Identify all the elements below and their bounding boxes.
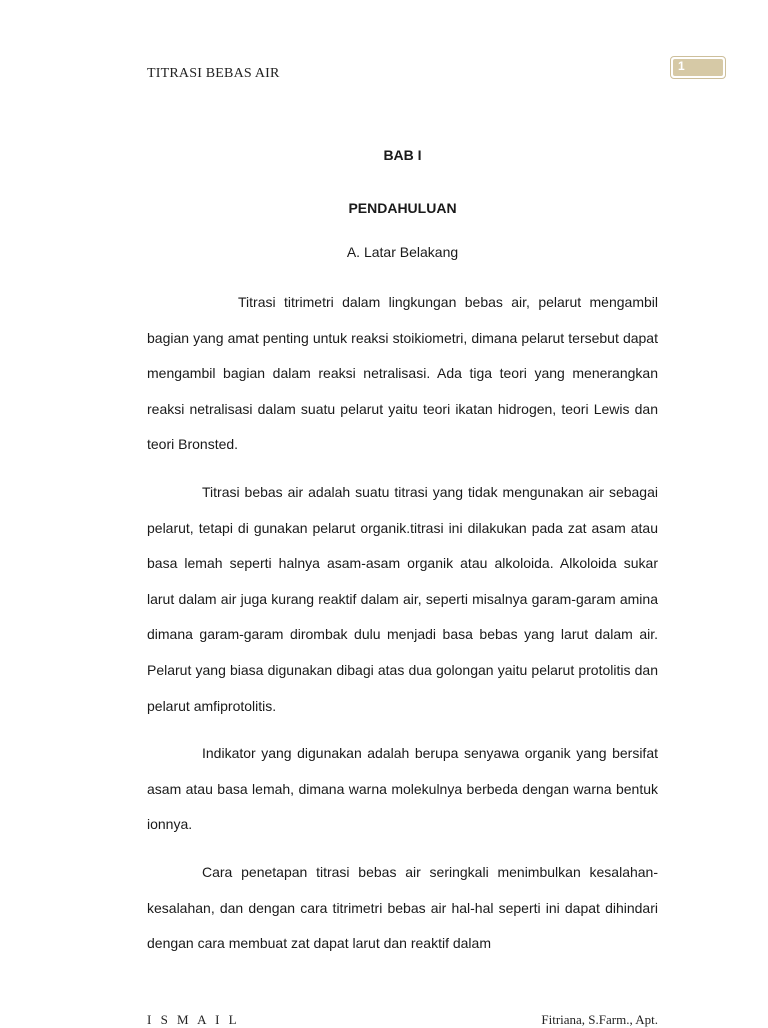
footer-author-left: I S M A I L — [147, 1012, 240, 1027]
chapter-title: PENDAHULUAN — [348, 200, 457, 216]
page-number-badge — [670, 56, 726, 79]
running-header: TITRASI BEBAS AIR — [147, 66, 280, 81]
paragraph: Titrasi bebas air adalah suatu titrasi yang tidak mengunakan air sebagai pelarut, tetapi di gunakan pelarut organik.titrasi ini dilakukan pada zat asam atau basa lemah seperti halnya asam-asam organik atau alkoloida. Alkoloida sukar larut dalam air juga kurang reaktif dalam air, seperti misalnya garam-garam amina dimana garam-garam dirombak dulu menjadi basa bebas yang larut dalam air. Pelarut yang biasa digunakan dibagi atas dua golongan yaitu pelarut protolitis dan pelarut amfiprotolitis. — [147, 483, 658, 714]
paragraph: Indikator yang digunakan adalah berupa senyawa organik yang bersifat asam atau basa lemah, dimana warna molekulnya berbeda dengan warna bentuk ionnya. — [147, 745, 658, 833]
paragraph: Cara penetapan titrasi bebas air seringkali menimbulkan kesalahan-kesalahan, dan dengan cara titrimetri bebas air hal-hal seperti ini dapat dihindari dengan cara membuat zat dapat larut dan reaktif dalam — [147, 863, 658, 952]
chapter-heading: BAB I — [383, 147, 422, 163]
document-body — [147, 143, 658, 962]
section-title: A. Latar Belakang — [346, 244, 459, 260]
footer-author-right: Fitriana, S.Farm., Apt. — [541, 1012, 658, 1027]
paragraph: Titrasi titrimetri dalam lingkungan bebas air, pelarut mengambil bagian yang amat penting untuk reaksi stoikiometri, dimana pelarut tersebut dapat mengambil bagian dalam reaksi netralisasi. Ada tiga teori yang menerangkan reaksi netralisasi dalam suatu pelarut yaitu teori ikatan hidrogen, teori Lewis dan teori Bronsted. — [147, 294, 658, 453]
page-number: 1 — [678, 59, 685, 73]
